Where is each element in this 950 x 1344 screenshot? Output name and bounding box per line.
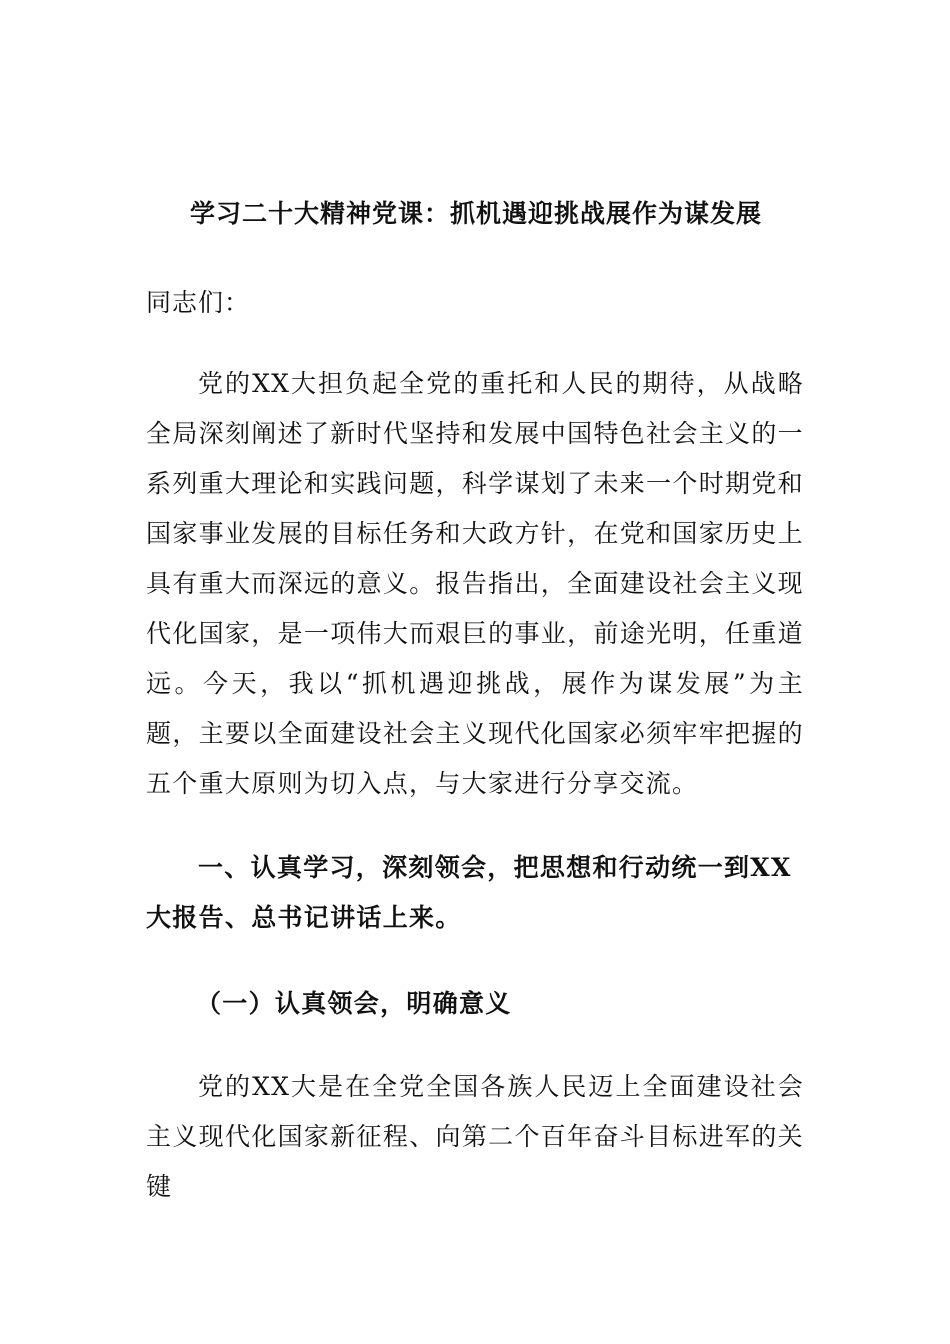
subsection-heading-1: （一）认真领会，明确意义 (196, 989, 512, 1018)
body-paragraph-2: 党的XX大是在全党全国各族人民迈上全面建设社会主义现代化国家新征程、向第二个百年奋斗目标进军的关键 (146, 1072, 804, 1201)
salutation: 同志们： (146, 288, 251, 317)
body-paragraph-1: 党的XX大担负起全党的重托和人民的期待，从战略全局深刻阐述了新时代坚持和发展中国特色社会主义的一系列重大理论和实践问题，科学谋划了未来一个时期党和国家事业发展的目标任务和大政方针，在党和国家历史上具有重大而深远的意义。报告指出，全面建设社会主义现代化国家，是一项伟大而艰巨的事业，前途光明，任重道远。今天，我以“抓机遇迎挑战，展作为谋发展”为主题，主要以全面建设社会主义现代化国家必须牢牢把握的五个重大原则为切入点，与大家进行分享交流。 (146, 369, 804, 798)
document-title: 学习二十大精神党课：抓机遇迎挑战展作为谋发展 (189, 199, 762, 228)
section-heading-1: 一、认真学习，深刻领会，把思想和行动统一到XX大报告、总书记讲话上来。 (146, 853, 792, 932)
